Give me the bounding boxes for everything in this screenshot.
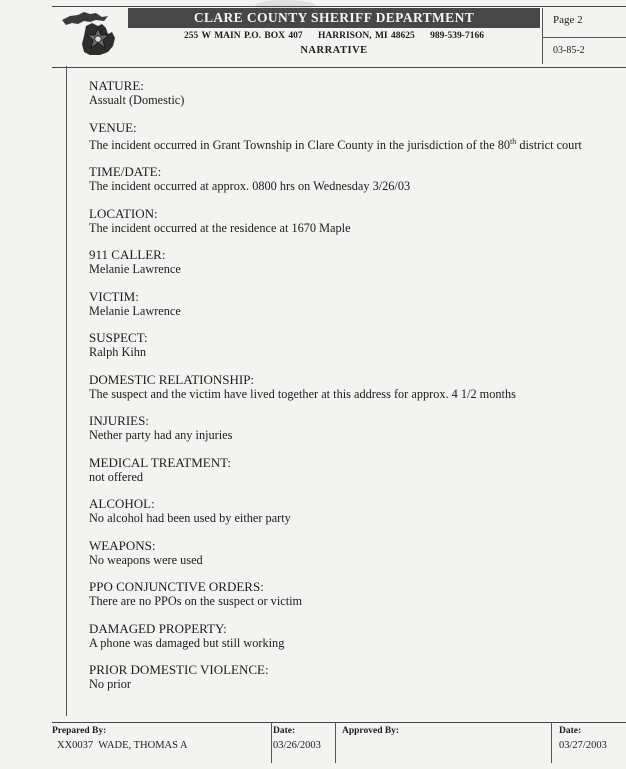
section-heading: ALCOHOL: bbox=[89, 496, 155, 512]
narrative-section bbox=[89, 121, 619, 152]
section-text-main: The incident occurred in Grant Township in Clare County in the jurisdiction of the 80 bbox=[89, 137, 511, 152]
section-text-main: No alcohol had been used by either party bbox=[89, 511, 291, 526]
page-info-box bbox=[542, 8, 626, 64]
section-text bbox=[89, 304, 619, 318]
section-text-main: Ralph Kihn bbox=[89, 345, 147, 360]
approved-date-value: 03/27/2003 bbox=[559, 740, 607, 751]
ordinal-suffix: th bbox=[510, 136, 517, 146]
section-text-main: The incident occurred at the residence at 1670 Maple bbox=[89, 220, 351, 235]
address-street-box: 255 W MAIN P.O. BOX 407 bbox=[184, 31, 303, 41]
narrative-section bbox=[89, 290, 619, 318]
section-heading: MEDICAL TREATMENT: bbox=[89, 454, 231, 470]
section-text-main: The suspect and the victim have lived together at this address for approx. 4 1/2 months bbox=[89, 386, 516, 401]
section-text-main: No prior bbox=[89, 677, 132, 692]
narrative-section bbox=[89, 580, 619, 608]
department-phone: 989-539-7166 bbox=[430, 31, 484, 41]
section-heading: NATURE: bbox=[89, 78, 144, 93]
prepared-date-label: Date: bbox=[273, 726, 296, 736]
section-title: NARRATIVE bbox=[300, 45, 368, 56]
narrative-section bbox=[89, 248, 619, 276]
report-footer bbox=[52, 722, 626, 763]
section-text bbox=[89, 553, 619, 567]
footer-divider bbox=[271, 723, 272, 763]
section-text bbox=[89, 221, 619, 235]
section-text bbox=[89, 93, 619, 107]
narrative-section bbox=[89, 497, 619, 525]
section-text bbox=[89, 135, 619, 152]
section-text bbox=[89, 677, 619, 691]
section-heading: DAMAGED PROPERTY: bbox=[89, 620, 227, 636]
section-text-tail: district court bbox=[516, 137, 582, 152]
section-text-main: Melanie Lawrence bbox=[89, 303, 181, 318]
section-heading: SUSPECT: bbox=[89, 330, 148, 346]
section-text bbox=[89, 470, 619, 484]
margin-rule bbox=[66, 66, 67, 716]
section-text bbox=[89, 511, 619, 525]
section-text bbox=[89, 594, 619, 608]
section-text bbox=[89, 179, 619, 193]
page-box-divider bbox=[543, 37, 626, 38]
footer-divider bbox=[335, 723, 336, 763]
department-title: CLARE COUNTY SHERIFF DEPARTMENT bbox=[128, 8, 540, 28]
section-heading: INJURIES: bbox=[89, 413, 149, 429]
prepared-by-label: Prepared By: bbox=[52, 726, 107, 736]
narrative-section bbox=[89, 165, 619, 193]
approved-date-label: Date: bbox=[559, 726, 582, 736]
prepared-by-value: XX0037 WADE, THOMAS A bbox=[57, 740, 188, 751]
section-heading: WEAPONS: bbox=[89, 537, 156, 553]
narrative-section bbox=[89, 414, 619, 442]
section-text bbox=[89, 636, 619, 650]
department-address bbox=[128, 31, 540, 41]
narrative-section bbox=[89, 207, 619, 235]
case-number: 03-85-2 bbox=[553, 45, 585, 56]
narrative-section bbox=[89, 456, 619, 484]
section-text-main: Melanie Lawrence bbox=[89, 262, 181, 277]
section-text-main: The incident occurred at approx. 0800 hrs on Wednesday 3/26/03 bbox=[89, 179, 411, 194]
approved-by-label: Approved By: bbox=[342, 726, 400, 736]
address-city: HARRISON, MI 48625 bbox=[318, 31, 415, 41]
narrative-section bbox=[89, 663, 619, 691]
section-heading: TIME/DATE: bbox=[89, 164, 162, 180]
section-text-main: There are no PPOs on the suspect or victim bbox=[89, 594, 303, 609]
section-text-main: not offered bbox=[89, 469, 144, 484]
section-text bbox=[89, 387, 619, 401]
narrative-body bbox=[89, 79, 619, 705]
section-text bbox=[89, 345, 619, 359]
narrative-section bbox=[89, 79, 619, 107]
prepared-date-value: 03/26/2003 bbox=[273, 740, 321, 751]
narrative-section bbox=[89, 331, 619, 359]
narrative-section bbox=[89, 539, 619, 567]
section-heading: VENUE: bbox=[89, 119, 137, 135]
footer-divider bbox=[551, 723, 552, 763]
narrative-section bbox=[89, 622, 619, 650]
section-text bbox=[89, 428, 619, 442]
section-text bbox=[89, 262, 619, 276]
narrative-section bbox=[89, 373, 619, 401]
section-heading: PPO CONJUNCTIVE ORDERS: bbox=[89, 579, 264, 595]
section-text-main: Assualt (Domestic) bbox=[89, 93, 185, 107]
michigan-badge-icon bbox=[60, 8, 122, 58]
section-text-main: A phone was damaged but still working bbox=[89, 635, 285, 650]
section-heading: PRIOR DOMESTIC VIOLENCE: bbox=[89, 662, 269, 678]
section-heading: LOCATION: bbox=[89, 205, 158, 221]
section-text-main: No weapons were used bbox=[89, 552, 203, 567]
section-heading: DOMESTIC RELATIONSHIP: bbox=[89, 371, 255, 387]
section-text-main: Nether party had any injuries bbox=[89, 428, 233, 443]
page-number: Page 2 bbox=[553, 14, 583, 26]
section-heading: VICTIM: bbox=[89, 288, 139, 304]
section-heading: 911 CALLER: bbox=[89, 247, 166, 263]
